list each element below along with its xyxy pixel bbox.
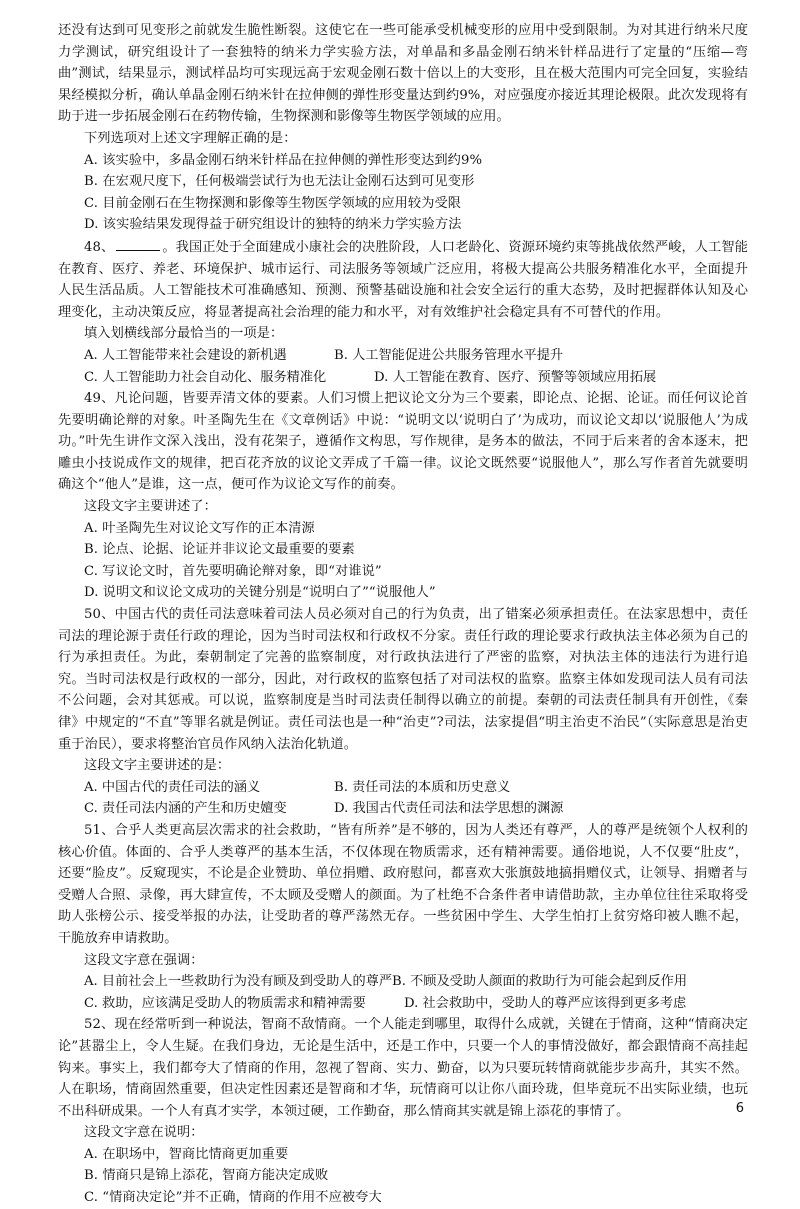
- q52-prompt: 这段文字意在说明：: [84, 1125, 204, 1141]
- q51-options-row-2: [58, 993, 748, 1015]
- q51-passage: 51、合乎人类更高层次需求的社会救助，“皆有所养”是不够的，因为人类还有尊严，人的尊严是统领个人权利的核心价值。体面的、合乎人类尊严的基本生活，不仅体现在物质需求，还有精神需要。通俗地说，人不仅要“肚皮”，还要“脸皮”。反窥现实，不论是企业赞助、单位捐赠、政府慰问，都喜欢大张旗鼓地搞捐赠仪式，让领导、捐赠者与受赠人合照、录像，再大肆宣传，不太顾及受赠人的颜面。为了杜绝不合条件者申请借助款，主办单位往往采取将受助人张榜公示、接受举报的办法，让受助者的尊严荡然无存。一些贫困中学生、大学生怕打上贫穷烙印被人瞧不起，干脆放弃申请救助。: [58, 822, 748, 946]
- q48-text: 。我国正处于全面建成小康社会的决胜阶段，人口老龄化、资源环境约束等挑战依然严峻，人工智能在教育、医疗、养老、环境保护、城市运行、司法服务等领域广泛应用，将极大提高公共服务精准化水平，全面提升人民生活品质。人工智能技术可准确感知、预测、预警基础设施和社会安全运行的重大态势，及时把握群体认知及心理变化，主动决策反应，将显著提高社会治理的能力和水平，对有效维护社会稳定具有不可替代的作用。: [58, 239, 748, 320]
- q50-option-d: D. 我国古代责任司法和法学思想的渊源: [334, 801, 564, 817]
- q48-number: 48、: [84, 239, 115, 255]
- q49-passage: 49、凡论问题，皆要弄清文体的要素。人们习惯上把议论文分为三个要素，即论点、论据、论证。而任何议论首先要明确论辩的对象。叶圣陶先生在《文章例话》中说：“说明文以‘说明白了’为成功，而议论文却以‘说服他人’为成功。”叶先生讲作文深入浅出，没有花架子，遵循作文构思，写作规律，是务本的做法，不同于后来者的舍本逐末，把雕虫小技说成作文的规律，把百花齐放的议论文弄成了千篇一律。议论文既然要“说服他人”，那么写作者首先就要明确这个“他人”是谁，这一点，便可作为议论文写作的前奏。: [58, 391, 748, 493]
- q50-prompt: 这段文字主要讲述的是：: [84, 758, 231, 774]
- q48-prompt: 填入划横线部分最恰当的一项是：: [84, 326, 284, 342]
- intro-option-c: C. 目前金刚石在生物探测和影像等生物医学领域的应用较为受限: [84, 195, 462, 211]
- q49-option-c: C. 写议论文时，首先要明确论辩对象，即“对谁说”: [84, 563, 382, 579]
- q50-passage: 50、中国古代的责任司法意味着司法人员必须对自己的行为负责，出了错案必须承担责任。在法家思想中，责任司法的理论源于责任行政的理论，因为当时司法权和行政权不分家。责任行政的理论要求行政执法主体必须为自己的行为承担责任。为此，秦朝制定了完善的监察制度，对行政执法进行了严密的监察，对执法主体的违法行为进行追究。当时司法权是行政权的一部分，因此，对行政权的监察包括了对司法权的监察。监察主体如发现司法人员有司法不公问题，会对其惩戒。可以说，监察制度是当时司法责任制得以确立的前提。秦朝的司法责任制具有开创性，《秦律》中规定的“不直”等罪名就是例证。责任司法也是一种“治吏”?司法，法家提倡“明主治吏不治民”（实际意思是治吏重于治民），要求将整治官员作风纳入法治化轨道。: [58, 607, 748, 752]
- q51-option-d: D. 社会救助中，受助人的尊严应该得到更多考虑: [404, 995, 687, 1011]
- q52-passage: 52、现在经常听到一种说法，智商不敌情商。一个人能走到哪里，取得什么成就，关键在于情商，这种“情商决定论”甚嚣尘上，令人生疑。在我们身边，无论是生活中，还是工作中，只要一个人的事情没做好，都会跟情商不高挂起钩来。事实上，我们都夸大了情商的作用，忽视了智商、实力、勤奋，以为只要玩转情商就能步步高升，其实不然。人在职场，情商固然重要，但决定性因素还是智商和才华，玩情商可以让你八面玲珑，但毕竟玩不出实际业绩，也玩不出科研成果。一个人有真才实学，本领过硬，工作勤奋，那么情商其实就是锦上添花的事情了。: [58, 1017, 748, 1119]
- q51-option-c: C. 救助，应该满足受助人的物质需求和精神需要: [84, 995, 366, 1011]
- q51-prompt: 这段文字意在强调：: [84, 952, 204, 968]
- q51-option-b: B. 不顾及受助人颜面的救助行为可能会起到反作用: [392, 974, 688, 990]
- q49-option-d: D. 说明文和议论文成功的关键分别是“说明白了”“说服他人”: [84, 585, 436, 601]
- q48-option-b: B. 人工智能促进公共服务管理水平提升: [334, 347, 564, 363]
- intro-option-a: A. 该实验中，多晶金刚石纳米针样品在拉伸侧的弹性形变达到约9%: [84, 152, 483, 168]
- q49-option-b: B. 论点、论据、论证并非议论文最重要的要素: [84, 542, 355, 558]
- q48-blank: [116, 236, 160, 251]
- q49-option-a: A. 叶圣陶先生对议论文写作的正本清源: [84, 520, 315, 536]
- exam-page: [58, 20, 748, 1209]
- q49-prompt: 这段文字主要讲述了：: [84, 499, 217, 515]
- q50-option-a: A. 中国古代的责任司法的涵义: [84, 779, 261, 795]
- q50-option-b: B. 责任司法的本质和历史意义: [334, 779, 511, 795]
- q48-option-c: C. 人工智能助力社会自动化、服务精准化: [84, 369, 327, 385]
- intro-passage: 还没有达到可见变形之前就发生脆性断裂。这使它在一些可能承受机械变形的应用中受到限制。为对其进行纳米尺度力学测试，研究组设计了一套独特的纳米力学实验方法，对单晶和多晶金刚石纳米针样品进行了定量的“压缩—弯曲”测试，结果显示，测试样品均可实现远高于宏观金刚石数十倍以上的大变形，且在极大范围内可完全回复，实验结果经模拟分析，确认单晶金刚石纳米针在拉伸侧的弹性形变量达到约9%，对应强度亦接近其理论极限。此次发现将有助于进一步拓展金刚石在药物传输，生物探测和影像等生物医学领域的应用。: [58, 23, 748, 125]
- q48-options-row-1: [58, 345, 748, 367]
- q48-options-row-2: [58, 367, 748, 389]
- q50-options-row-2: [58, 798, 748, 820]
- q51-option-a: A. 目前社会上一些救助行为没有顾及到受助人的尊严: [84, 974, 393, 990]
- q48-option-a: A. 人工智能带来社会建设的新机遇: [84, 347, 287, 363]
- q51-options-row-1: [58, 971, 748, 993]
- intro-option-d: D. 该实验结果发现得益于研究组设计的独特的纳米力学实验方法: [84, 217, 462, 233]
- q48-passage: [58, 236, 748, 323]
- page-number: 6: [735, 1101, 744, 1116]
- intro-option-b: B. 在宏观尺度下，任何极端尝试行为也无法让金刚石达到可见变形: [84, 174, 475, 190]
- q52-option-b: B. 情商只是锦上添花，智商方能决定成败: [84, 1168, 329, 1184]
- intro-prompt: 下列选项对上述文字理解正确的是：: [84, 130, 297, 146]
- q50-option-c: C. 责任司法内涵的产生和历史嬗变: [84, 801, 287, 817]
- q52-option-c: C. “情商决定论”并不正确，情商的作用不应被夸大: [84, 1190, 382, 1206]
- q50-options-row-1: [58, 777, 748, 799]
- q48-option-d: D. 人工智能在教育、医疗、预警等领域应用拓展: [374, 369, 657, 385]
- q52-option-a: A. 在职场中，智商比情商更加重要: [84, 1146, 289, 1162]
